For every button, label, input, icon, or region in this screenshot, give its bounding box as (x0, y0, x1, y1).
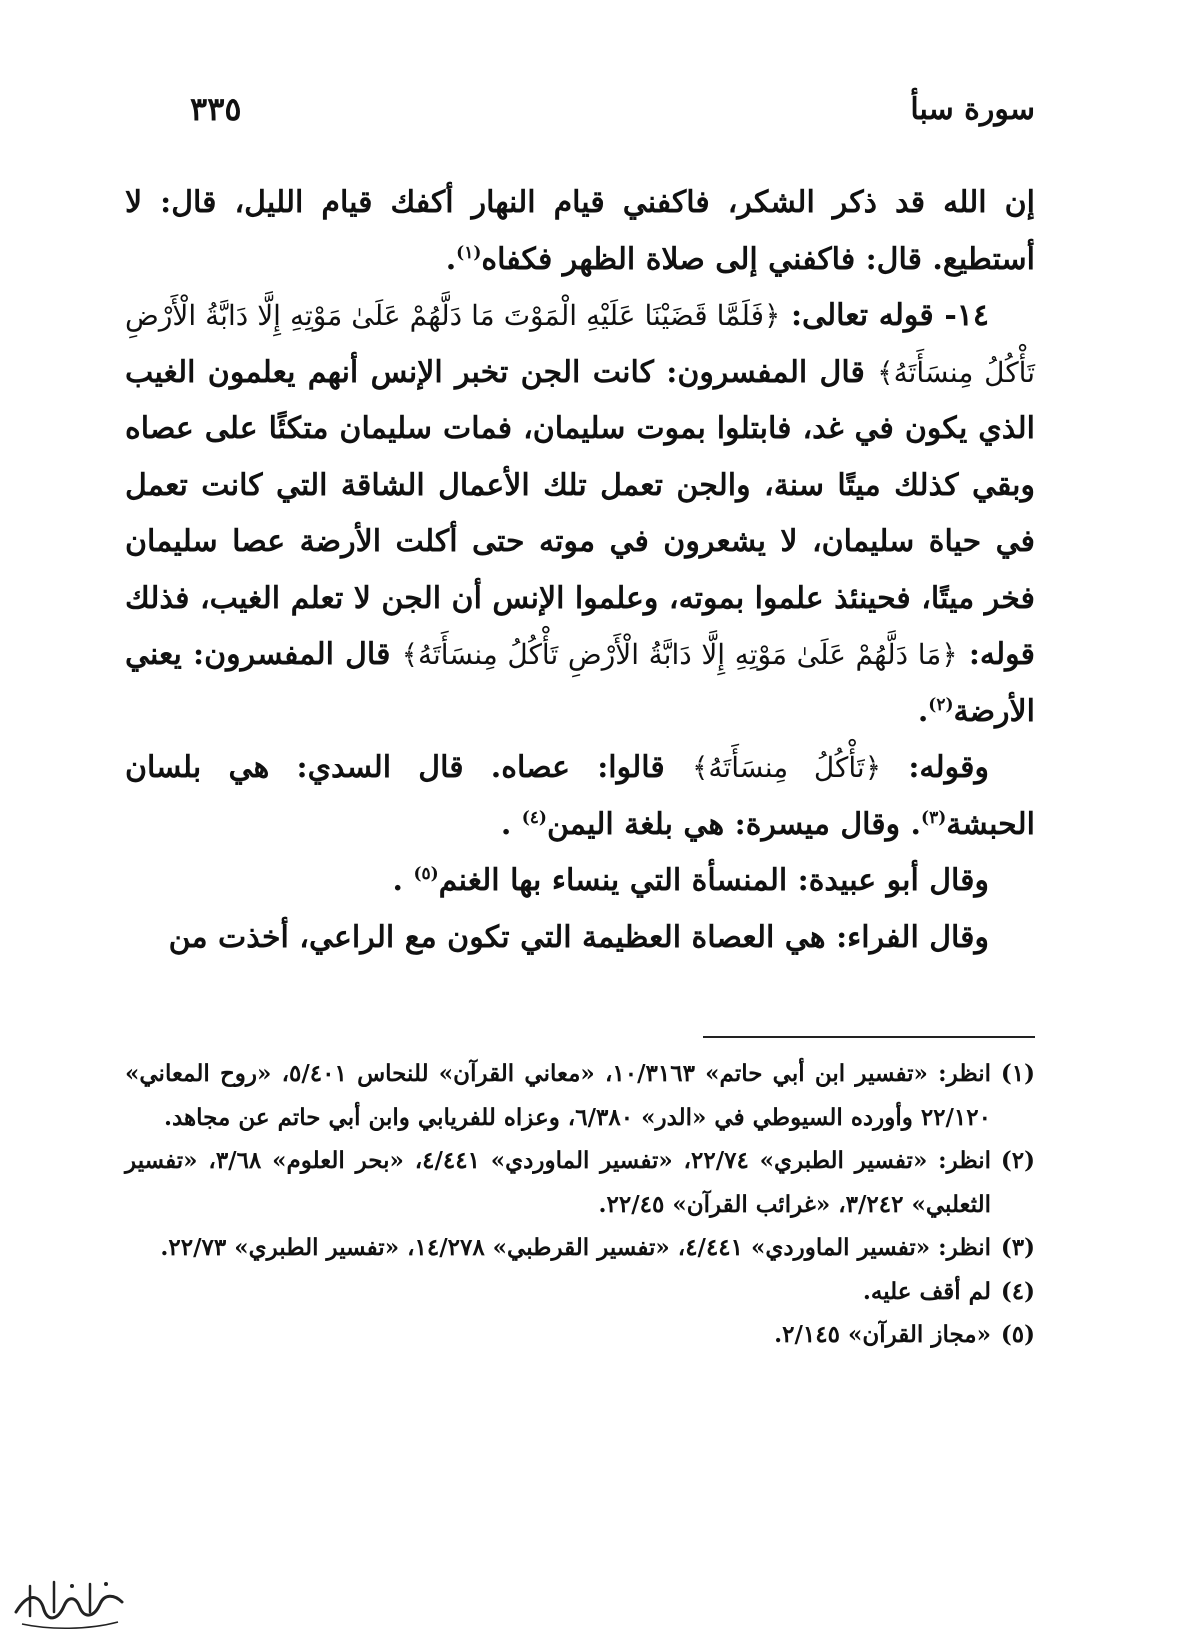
footnote-item (125, 1052, 1035, 1139)
quran-verse: ﴿فَلَمَّا قَضَيْنَا عَلَيْهِ الْمَوْتَ مَا دَلَّهُمْ عَلَىٰ مَوْتِهِ إِلَّا دَابَّةُ الْأَرْضِ تَأْكُلُ مِنسَأَتَهُ﴾ (125, 299, 1036, 389)
footnote-text: انظر: «تفسير ابن أبي حاتم» ١٠/٣١٦٣، «معاني القرآن» للنحاس ٥/٤٠١، «روح المعاني» ٢٢/١٢٠ وأورده السيوطي في «الدر» ٦/٣٨٠، وعزاه للفريابي وابن أبي حاتم عن مجاهد. (125, 1060, 991, 1131)
footnote-item (125, 1226, 1035, 1270)
paragraph-text: وقوله: (881, 750, 989, 785)
footnote-item (125, 1313, 1035, 1357)
paragraph-3: وقوله: ﴿تَأْكُلُ مِنسَأَتَهُ﴾ قالوا: عصاه. قال السدي: هي بلسان الحبشة$^{(٣)}$. وقال ميسرة: هي بلغة اليمن$^{(٤)}$ . (125, 750, 1035, 842)
footnote-ref-1[interactable]: (١) (456, 242, 482, 263)
verse-number-intro: ١٤- قوله تعالى: (780, 298, 990, 333)
paragraph-2: ١٤- قوله تعالى: ﴿فَلَمَّا قَضَيْنَا عَلَيْهِ الْمَوْتَ مَا دَلَّهُمْ عَلَىٰ مَوْتِهِ إِلَّا دَابَّةُ الْأَرْضِ تَأْكُلُ مِنسَأَتَهُ﴾ قال المفسرون: كانت الجن تخبر الإنس أنهم يعلمون الغيب الذي يكون في غد، فابتلوا بموت سليمان، فمات سليمان متكئًا على عصاه وبقي كذلك ميتًا سنة، والجن تعمل تلك الأعمال الشاقة التي كانت تعمل في حياة سليمان، لا يشعرون في موته حتى أكلت الأرضة عصا سليمان فخر ميتًا، فحينئذ علموا بموته، وعلموا الإنس أن الجن لا تعلم الغيب، فذلك قوله: ﴿مَا دَلَّهُمْ عَلَىٰ مَوْتِهِ إِلَّا دَابَّةُ الْأَرْضِ تَأْكُلُ مِنسَأَتَهُ﴾ قال المفسرون: يعني الأرضة$^{(٢)}$. (125, 298, 1036, 729)
paragraph-5 (125, 910, 1035, 967)
footnote-divider (703, 1036, 1035, 1038)
paragraph-text: وقال الفراء: هي العصاة العظيمة التي تكون مع الراعي، أخذت من (168, 919, 989, 955)
footnote-number: (٤) (1000, 1277, 1035, 1305)
footnote-number: (١) (1000, 1060, 1035, 1087)
footnote-number: (٢) (1000, 1147, 1035, 1174)
paragraph-text: وقال أبو عبيدة: المنسأة التي ينساء بها الغنم (438, 863, 989, 898)
footnote-text: «مجاز القرآن» ٢/١٤٥. (774, 1321, 991, 1348)
footnotes (125, 1052, 1035, 1357)
footnote-number: (٥) (1000, 1321, 1035, 1348)
footnote-text: انظر: «تفسير الطبري» ٢٢/٧٤، «تفسير الماوردي» ٤/٤٤١، «بحر العلوم» ٣/٦٨، «تفسير الثعلبي» ٣/٢٤٢، «غرائب القرآن» ٢٢/٤٥. (125, 1147, 991, 1218)
paragraph-text: قال المفسرون: يعني الأرضة (125, 637, 1035, 729)
footnote-ref-3[interactable]: (٣) (921, 807, 947, 828)
main-text (125, 175, 1035, 966)
footnote-ref-2[interactable]: (٢) (928, 694, 954, 715)
paragraph-text: قال المفسرون: كانت الجن تخبر الإنس أنهم يعلمون الغيب الذي يكون في غد، فابتلوا بموت سليمان، فمات سليمان متكئًا على عصاه وبقي كذلك ميتًا سنة، والجن تعمل تلك الأعمال الشاقة التي كانت تعمل في حياة سليمان، لا يشعرون في موته حتى أكلت الأرضة عصا سليمان فخر ميتًا، فحينئذ علموا بموته، وعلموا الإنس أن الجن لا تعلم الغيب، فذلك قوله: (125, 354, 1035, 672)
footnote-number: (٣) (1000, 1234, 1035, 1261)
footnote-ref-4[interactable]: (٤) (521, 807, 547, 828)
publisher-logo (10, 1572, 128, 1636)
footnote-item (125, 1270, 1035, 1314)
paragraph-4: وقال أبو عبيدة: المنسأة التي ينساء بها الغنم$^{(٥)}$ . (392, 863, 989, 898)
running-header (190, 84, 1035, 134)
quran-verse: ﴿مَا دَلَّهُمْ عَلَىٰ مَوْتِهِ إِلَّا دَابَّةُ الْأَرْضِ تَأْكُلُ مِنسَأَتَهُ﴾ (401, 638, 958, 671)
paragraph-1: إن الله قد ذكر الشكر، فاكفني قيام النهار أكفك قيام الليل، قال: لا أستطيع. قال: فاكفني إلى صلاة الظهر فكفاه$^{(١)}$. (125, 185, 1035, 277)
paragraph-text: . وقال ميسرة: هي بلغة اليمن (546, 806, 922, 842)
footnote-text: انظر: «تفسير الماوردي» ٤/٤٤١، «تفسير القرطبي» ١٤/٢٧٨، «تفسير الطبري» ٢٢/٧٣. (160, 1234, 991, 1261)
paragraph-text: إن الله قد ذكر الشكر، فاكفني قيام النهار أكفك قيام الليل، قال: لا أستطيع. قال: فاكفني إلى صلاة الظهر فكفاه (125, 185, 1035, 277)
paragraph-text: قالوا: عصاه. قال السدي: هي بلسان الحبشة (125, 750, 1035, 842)
footnote-item (125, 1139, 1035, 1226)
page-number: ٣٣٥ (190, 90, 242, 128)
footnote-text: لم أقف عليه. (862, 1277, 991, 1305)
footnote-ref-5[interactable]: (٥) (413, 864, 439, 884)
quran-verse: ﴿تَأْكُلُ مِنسَأَتَهُ﴾ (692, 751, 882, 784)
surah-title: سورة سبأ (910, 91, 1035, 127)
